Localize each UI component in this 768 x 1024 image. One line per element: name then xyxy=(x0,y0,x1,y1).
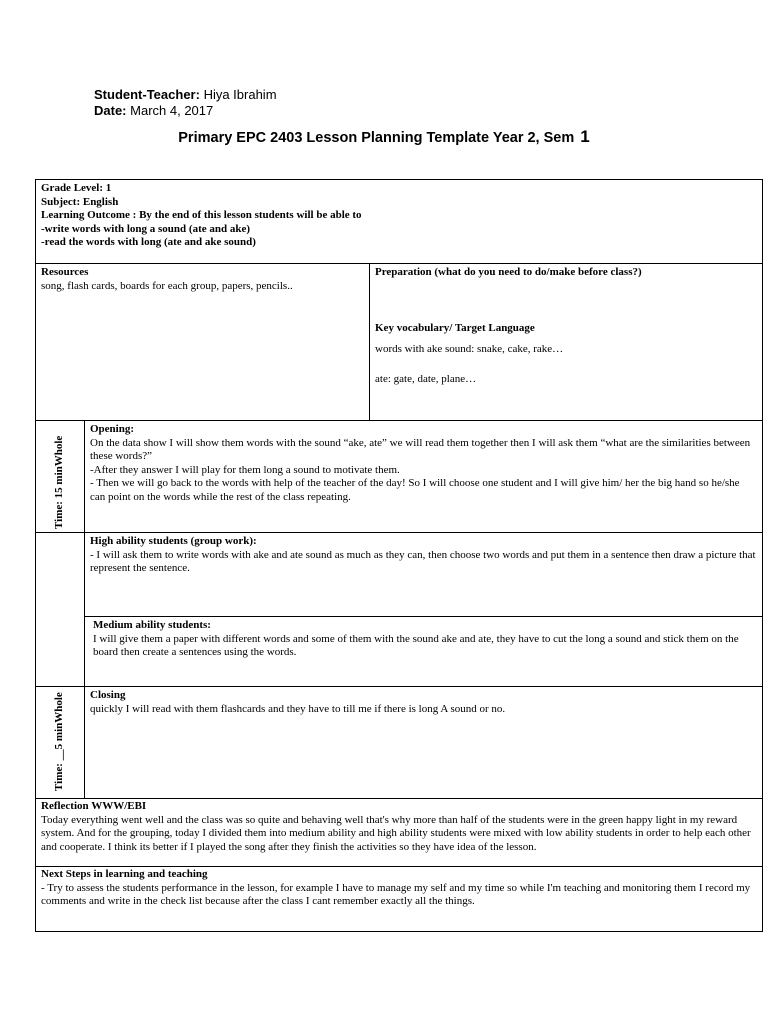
closing-time: Time: __5 minWhole xyxy=(53,692,65,791)
learning-outcome xyxy=(41,209,757,223)
high-ability-cell xyxy=(84,532,762,616)
vocab-line-2: ate: gate, date, plane… xyxy=(375,372,477,385)
opening-label: Opening: xyxy=(90,423,135,435)
grade-level: Grade Level: 1 xyxy=(41,182,112,194)
closing-time-cell xyxy=(36,686,84,798)
subject: Subject: English xyxy=(41,195,119,208)
resources-label: Resources xyxy=(41,266,89,278)
opening-line-1: On the data show I will show them words with the sound “ake, ate” we will read them together then I will ask them “what are the similarities between these words?” xyxy=(90,436,751,462)
next-steps-text: - Try to assess the students performance in the lesson, for example I have to manage my self and my time so while I'm teaching and monitoring them I record my comments and write in the check list because after the class I cant remember exactly all the things. xyxy=(41,881,751,907)
opening-time-cell xyxy=(36,420,84,532)
activity-time-cell xyxy=(36,532,84,686)
reflection-cell xyxy=(36,798,762,866)
medium-ability-cell xyxy=(84,616,762,686)
outcome-text: By the end of this lesson students will be able to xyxy=(139,209,362,221)
lesson-plan-table xyxy=(35,179,763,932)
preparation-label: Preparation (what do you need to do/make before class?) xyxy=(375,266,642,278)
reflection-text: Today everything went well and the class was so quite and behaving well that's why more than half of the students were in the green happy light in my reward system. And for the grouping, today I divided them into medium ability and high ability students were mixed with low ability students in order to help each other and cooperate. I think its better if I played the song after they finish the activities so they have idea of the lesson. xyxy=(41,813,751,853)
next-steps-label: Next Steps in learning and teaching xyxy=(41,868,208,880)
medium-ability-text: I will give them a paper with different words and some of them with the sound ake and ate, they have to cut the long a sound and stick them on the board then create a sentences using the words. xyxy=(93,632,739,658)
title-text: Primary EPC 2403 Lesson Planning Template Year 2, Sem xyxy=(178,130,575,146)
reflection-label: Reflection WWW/EBI xyxy=(41,800,147,812)
vocab-label: Key vocabulary/ Target Language xyxy=(375,321,535,334)
opening-time: Time: 15 minWhole xyxy=(53,435,65,529)
outcome-item-2: -read the words with long (ate and ake sound) xyxy=(41,236,256,248)
closing-cell xyxy=(84,686,762,798)
next-steps-cell xyxy=(36,866,762,931)
medium-ability-label: Medium ability students: xyxy=(93,619,211,631)
title-sem-number: 1 xyxy=(580,127,590,146)
vocab-line-1: words with ake sound: snake, cake, rake… xyxy=(375,343,564,355)
high-ability-text: - I will ask them to write words with ake and ate sound as much as they can, then choose two words and put them in a sentence then draw a picture that represent the sentence. xyxy=(90,548,756,574)
opening-cell xyxy=(84,420,762,532)
lesson-info-cell xyxy=(36,180,762,260)
opening-line-3: - Then we will go back to the words with help of the teacher of the day! So I will choose one student and I will give him/ her the big hand so he/she can point on the words while the rest of the class repeating. xyxy=(90,477,740,503)
student-teacher-name: Hiya Ibrahim xyxy=(203,87,277,102)
resources-cell xyxy=(36,263,369,420)
closing-text: quickly I will read with them flashcards and they have to till me if there is long A sound or no. xyxy=(90,702,506,715)
date-label: Date: xyxy=(94,103,127,118)
preparation-cell xyxy=(369,263,762,420)
date-line xyxy=(94,103,213,118)
resources-text: song, flash cards, boards for each group, papers, pencils.. xyxy=(41,279,293,292)
page-title xyxy=(0,127,768,147)
opening-line-2: -After they answer I will play for them long a sound to motivate them. xyxy=(90,463,400,476)
student-teacher-label: Student-Teacher: xyxy=(94,87,200,102)
date-value: March 4, 2017 xyxy=(130,103,214,118)
high-ability-label: High ability students (group work): xyxy=(90,535,257,547)
outcome-item-1: -write words with long a sound (ate and ake) xyxy=(41,222,251,235)
closing-label: Closing xyxy=(90,689,126,701)
student-teacher-line xyxy=(94,87,277,102)
outcome-label: Learning Outcome : xyxy=(41,209,137,221)
